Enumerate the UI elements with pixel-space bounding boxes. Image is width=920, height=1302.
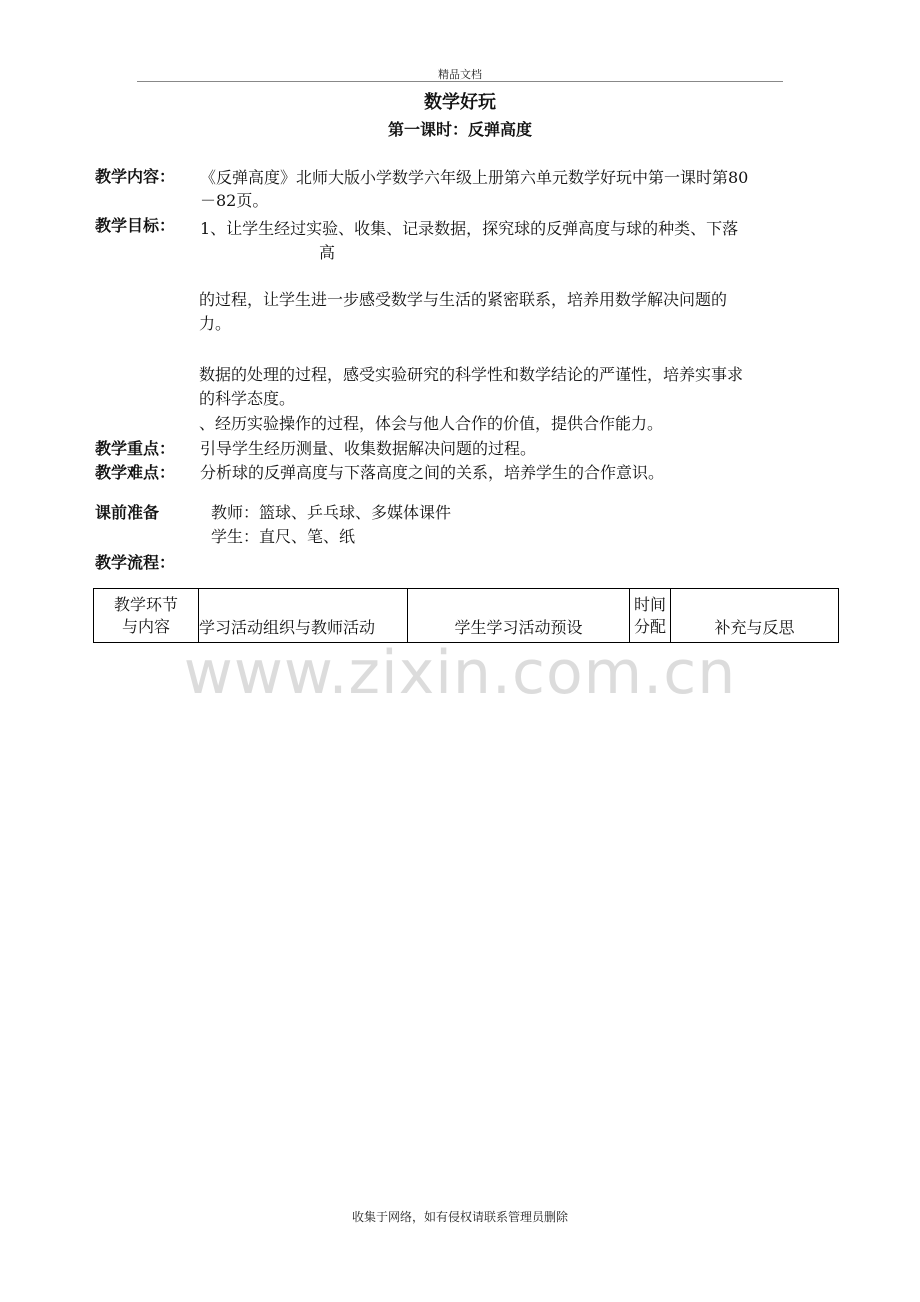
lesson-process-table: [93, 588, 839, 643]
key-points-text: 引导学生经历测量、收集数据解决问题的过程。: [200, 439, 537, 458]
objective-1-continued: 高: [319, 243, 336, 262]
key-points-label: 教学重点：: [95, 439, 176, 458]
page-footer-text: 收集于网络，如有侵权请联系管理员删除: [351, 1210, 568, 1224]
preparation-student: 学生：直尺、笔、纸: [211, 527, 356, 546]
preparation-teacher: 教师：篮球、乒乓球、多媒体课件: [211, 503, 452, 522]
table-header-row: [94, 589, 839, 643]
header-student-activity: 学生学习活动预设: [408, 589, 630, 643]
header-supplement-reflection: 补充与反思: [671, 589, 839, 643]
document-subtitle: 第一课时：反弹高度: [387, 120, 532, 139]
objective-2-line-2: 力。: [199, 314, 232, 333]
header-stage-content: [94, 589, 199, 643]
page-header-text: 精品文档: [438, 68, 482, 81]
content-line-2: －82页。: [200, 191, 269, 210]
document-title: 数学好玩: [424, 92, 496, 113]
header-time-allocation: [630, 589, 671, 643]
preparation-label: 课前准备: [95, 503, 160, 522]
header-stage-line-1: 教学环节: [113, 594, 178, 614]
objective-1: 1、让学生经过实验、收集、记录数据，探究球的反弹高度与球的种类、下落: [200, 219, 739, 238]
objective-4: 、经历实验操作的过程，体会与他人合作的价值，提供合作能力。: [199, 414, 664, 433]
header-rule: [137, 81, 783, 82]
header-time-line-1: 时间: [633, 594, 666, 614]
objective-3-line-1: 数据的处理的过程，感受实验研究的科学性和数学结论的严谨性，培养实事求: [199, 365, 744, 384]
difficulties-text: 分析球的反弹高度与下落高度之间的关系，培养学生的合作意识。: [200, 463, 665, 482]
objective-3-line-2: 的科学态度。: [199, 389, 296, 408]
header-stage-line-2: 与内容: [121, 616, 170, 636]
process-label: 教学流程：: [95, 553, 176, 572]
header-teacher-activity: 学习活动组织与教师活动: [199, 589, 408, 643]
header-time-line-2: 分配: [633, 616, 666, 636]
objective-2-line-1: 的过程，让学生进一步感受数学与生活的紧密联系，培养用数学解决问题的: [199, 290, 728, 309]
difficulties-label: 教学难点：: [95, 463, 176, 482]
watermark-text: www.zixin.com.cn: [183, 638, 737, 708]
content-label: 教学内容：: [95, 167, 176, 186]
content-line-1: 《反弹高度》北师大版小学数学六年级上册第六单元数学好玩中第一课时第80: [200, 168, 749, 187]
objectives-label: 教学目标：: [95, 216, 176, 235]
